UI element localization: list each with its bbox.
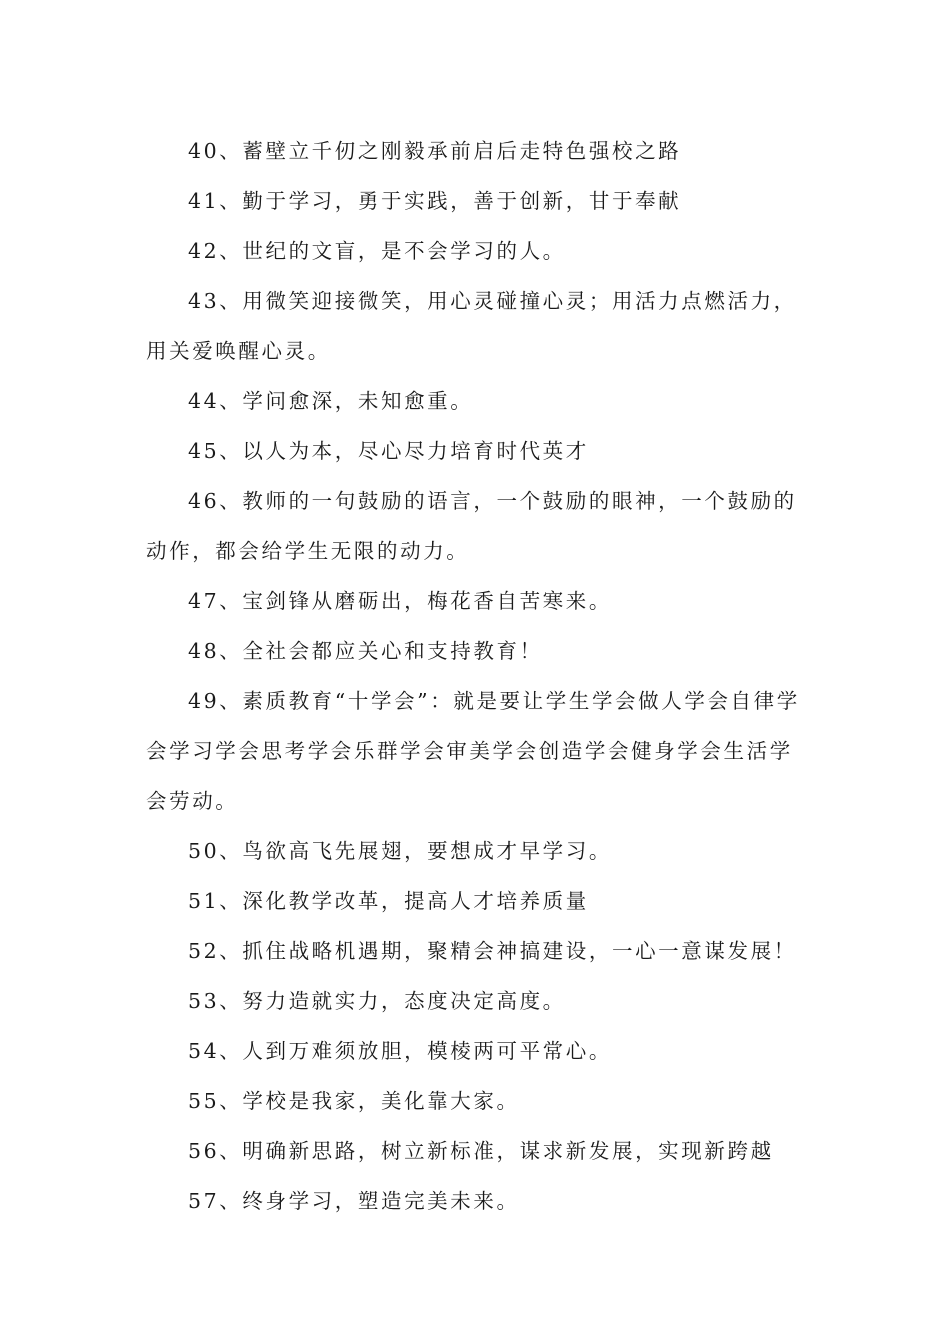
paragraph-44: 44、学问愈深，未知愈重。 <box>188 389 474 413</box>
paragraph-47: 47、宝剑锋从磨砺出，梅花香自苦寒来。 <box>188 589 612 613</box>
paragraph-42: 42、世纪的文盲，是不会学习的人。 <box>188 239 566 263</box>
paragraph-57: 57、终身学习，塑造完美未来。 <box>188 1189 520 1213</box>
paragraph-53: 53、努力造就实力，态度决定高度。 <box>188 989 566 1013</box>
paragraph-45: 45、以人为本，尽心尽力培育时代英才 <box>188 439 589 463</box>
paragraph-46: 46、教师的一句鼓励的语言，一个鼓励的眼神，一个鼓励的动作，都会给学生无限的动力。 <box>146 489 797 563</box>
paragraph-48: 48、全社会都应关心和支持教育！ <box>188 639 543 663</box>
paragraph-51: 51、深化教学改革，提高人才培养质量 <box>188 889 589 913</box>
paragraph-55: 55、学校是我家，美化靠大家。 <box>188 1089 520 1113</box>
paragraph-40: 40、蓄壁立千仞之刚毅承前启后走特色强校之路 <box>188 139 682 163</box>
paragraph-52: 52、抓住战略机遇期，聚精会神搞建设，一心一意谋发展！ <box>188 939 797 963</box>
document-body <box>146 126 808 1226</box>
paragraph-56: 56、明确新思路，树立新标准，谋求新发展，实现新跨越 <box>188 1139 774 1163</box>
paragraph-54: 54、人到万难须放胆，模棱两可平常心。 <box>188 1039 612 1063</box>
paragraph-50: 50、鸟欲高飞先展翅，要想成才早学习。 <box>188 839 612 863</box>
paragraph-49: 49、素质教育“十学会”：就是要让学生学会做人学会自律学会学习学会思考学会乐群学会审美学会创造学会健身学会生活学会劳动。 <box>146 689 800 813</box>
paragraph-41: 41、勤于学习，勇于实践，善于创新，甘于奉献 <box>188 189 682 213</box>
paragraph-43: 43、用微笑迎接微笑，用心灵碰撞心灵；用活力点燃活力，用关爱唤醒心灵。 <box>146 289 797 363</box>
